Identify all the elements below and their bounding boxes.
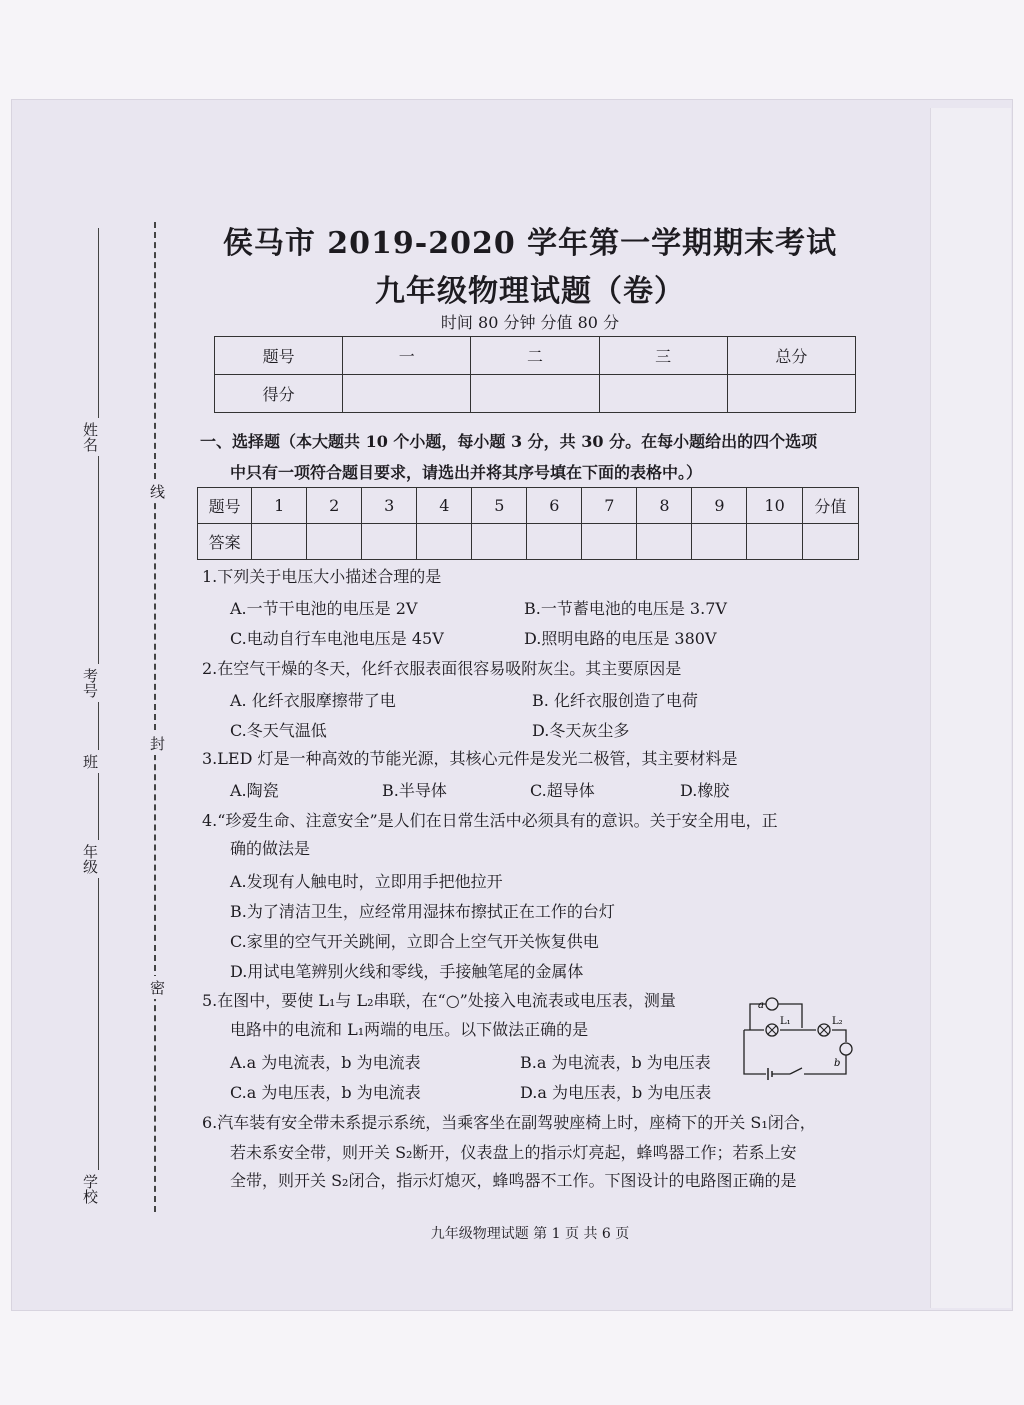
section1-instructions (200, 426, 880, 488)
answer-header-cell: 9 (692, 488, 747, 524)
sidebar-school-label: 学校 (80, 1170, 101, 1208)
answer-header-cell: 3 (362, 488, 417, 524)
exam-subject-title: 九年级物理试题（卷） (375, 274, 685, 309)
score-table-score-row (215, 375, 856, 413)
sidebar-name-label: 姓名 (80, 418, 101, 456)
q1-option-a: A.一节干电池的电压是 2V (230, 599, 418, 618)
score-cell (471, 375, 599, 413)
q5-option-a: A.a 为电流表，b 为电流表 (230, 1053, 421, 1072)
section1-line2: 中只有一项符合题目要求，请选出并将其序号填在下面的表格中。） (230, 463, 703, 482)
fig-label-l1: L₁ (780, 1016, 791, 1027)
answer-cell (582, 524, 637, 560)
q3-option-b: B.半导体 (382, 781, 447, 800)
q5-stem-line1: 5.在图中，要使 L₁与 L₂串联，在“○”处接入电流表或电压表，测量 (202, 991, 676, 1010)
page-footer: 九年级物理试题 第 1 页 共 6 页 (430, 1226, 630, 1242)
answer-header-cell: 题号 (198, 488, 252, 524)
seal-line-label: 线 (147, 480, 168, 503)
q2-option-d: D.冬天灰尘多 (532, 721, 630, 740)
score-header-cell: 题号 (215, 337, 343, 375)
answer-header-cell: 7 (582, 488, 637, 524)
binding-dashed-line (154, 222, 156, 1212)
answer-cell (692, 524, 747, 560)
q3-option-c: C.超导体 (530, 781, 595, 800)
score-header-cell: 二 (471, 337, 599, 375)
q4-option-a: A.发现有人触电时，立即用手把他拉开 (230, 872, 503, 891)
score-header-cell: 三 (599, 337, 727, 375)
answer-header-cell: 10 (747, 488, 802, 524)
answer-header-cell: 8 (637, 488, 692, 524)
answer-table-answer-row (198, 524, 859, 560)
fig-label-b: b (834, 1058, 841, 1069)
score-header-cell: 一 (343, 337, 471, 375)
answer-cell (637, 524, 692, 560)
exam-time-score: 时间 80 分钟 分值 80 分 (440, 313, 620, 332)
answer-cell (362, 524, 417, 560)
paper-edge (930, 108, 1011, 1308)
battery-symbol (768, 1068, 772, 1080)
q1-option-b: B.一节蓄电池的电压是 3.7V (524, 599, 727, 618)
section1-line1: 一、选择题（本大题共 10 个小题，每小题 3 分，共 30 分。在每小题给出的四个选项 (200, 432, 818, 451)
sidebar-class-label: 班 (80, 750, 101, 773)
q3-stem: 3.LED 灯是一种高效的节能光源，其核心元件是发光二极管，其主要材料是 (202, 749, 738, 768)
answer-cell (747, 524, 802, 560)
q5-stem-line2: 电路中的电流和 L₁两端的电压。以下做法正确的是 (230, 1020, 589, 1039)
answer-cell (252, 524, 307, 560)
q1-stem: 1.下列关于电压大小描述合理的是 (202, 567, 442, 586)
exam-title: 侯马市 2019-2020 学年第一学期期末考试 (222, 226, 838, 261)
q5-option-c: C.a 为电压表，b 为电流表 (230, 1083, 421, 1102)
q6-line2: 若未系安全带，则开关 S₂断开，仪表盘上的指示灯亮起，蜂鸣器工作；若系上安 (230, 1143, 797, 1162)
q4-option-b: B.为了清洁卫生，应经常用湿抹布擦拭正在工作的台灯 (230, 902, 615, 921)
q6-line3: 全带，则开关 S₂闭合，指示灯熄灭，蜂鸣器不工作。下图设计的电路图正确的是 (230, 1171, 797, 1190)
meter-a-circle (766, 998, 778, 1010)
answer-cell (307, 524, 362, 560)
score-table-header-row (215, 337, 856, 375)
answer-cell (417, 524, 472, 560)
q3-option-d: D.橡胶 (680, 781, 730, 800)
sidebar-exam-no-label: 考号 (80, 664, 101, 702)
score-cell (343, 375, 471, 413)
answer-header-cell: 4 (417, 488, 472, 524)
switch-symbol (790, 1068, 802, 1074)
q1-option-c: C.电动自行车电池电压是 45V (230, 629, 444, 648)
seal-mi-label: 密 (147, 976, 168, 999)
binding-solid-line (98, 228, 99, 1198)
q2-stem: 2.在空气干燥的冬天，化纤衣服表面很容易吸附灰尘。其主要原因是 (202, 659, 682, 678)
meter-b-circle (840, 1043, 852, 1055)
score-table (214, 336, 856, 413)
q4-option-d: D.用试电笔辨别火线和零线，手接触笔尾的金属体 (230, 962, 584, 981)
answer-row-label: 答案 (198, 524, 252, 560)
score-header-cell: 总分 (727, 337, 855, 375)
answer-cell (527, 524, 582, 560)
q5-circuit-diagram (740, 992, 860, 1084)
answer-table-header-row (198, 488, 859, 524)
answer-table (197, 487, 859, 560)
answer-header-cell: 1 (252, 488, 307, 524)
fig-label-a: a (758, 1000, 764, 1011)
q3-option-a: A.陶瓷 (230, 781, 279, 800)
q5-option-d: D.a 为电压表，b 为电压表 (520, 1083, 712, 1102)
q4-stem-line1: 4.“珍爱生命、注意安全”是人们在日常生活中必须具有的意识。关于安全用电，正 (202, 811, 778, 830)
sidebar-grade-label: 年级 (80, 840, 101, 878)
answer-header-cell: 2 (307, 488, 362, 524)
score-cell (727, 375, 855, 413)
fig-label-l2: L₂ (832, 1016, 843, 1027)
q2-option-b: B. 化纤衣服创造了电荷 (532, 691, 698, 710)
score-cell (599, 375, 727, 413)
score-row-label: 得分 (215, 375, 343, 413)
answer-header-cell: 5 (472, 488, 527, 524)
q1-option-d: D.照明电路的电压是 380V (524, 629, 717, 648)
q4-option-c: C.家里的空气开关跳闸，立即合上空气开关恢复供电 (230, 932, 599, 951)
q2-option-a: A. 化纤衣服摩擦带了电 (230, 691, 396, 710)
seal-feng-label: 封 (147, 732, 168, 755)
answer-header-cell: 分值 (802, 488, 858, 524)
answer-cell (472, 524, 527, 560)
answer-cell (802, 524, 858, 560)
answer-header-cell: 6 (527, 488, 582, 524)
q4-stem-line2: 确的做法是 (230, 839, 311, 858)
q6-line1: 6.汽车装有安全带未系提示系统，当乘客坐在副驾驶座椅上时，座椅下的开关 S₁闭合， (202, 1113, 816, 1132)
q5-option-b: B.a 为电流表，b 为电压表 (520, 1053, 711, 1072)
q2-option-c: C.冬天气温低 (230, 721, 327, 740)
